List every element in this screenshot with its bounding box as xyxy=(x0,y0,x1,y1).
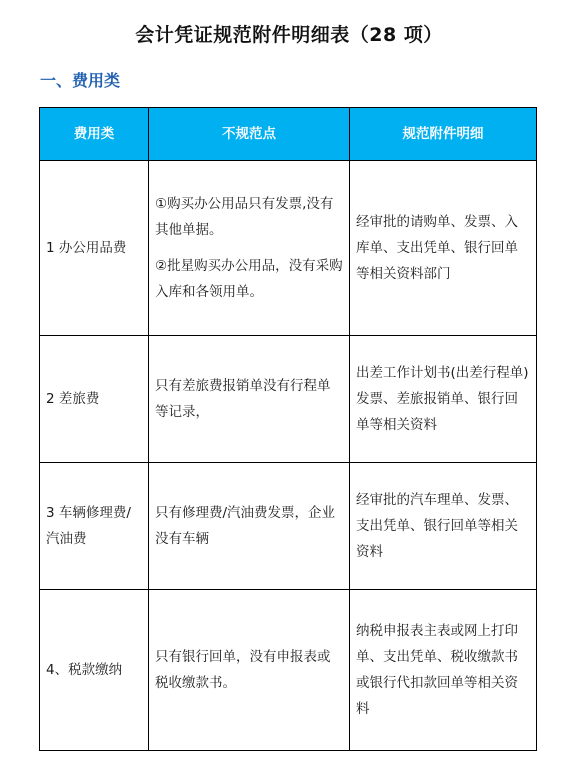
row-details: 经审批的汽车理单、发票、支出凭单、银行回单等相关资料 xyxy=(350,463,537,590)
row-category: 1 办公用品费 xyxy=(40,161,149,336)
row-category: 4、税款缴纳 xyxy=(40,590,149,751)
row-issues xyxy=(149,336,350,463)
attachment-detail-table xyxy=(39,107,537,751)
section-heading: 一、费用类 xyxy=(40,71,121,90)
header-category: 费用类 xyxy=(40,108,149,161)
table-row xyxy=(40,161,537,336)
table-row xyxy=(40,336,537,463)
issue-text: 只有银行回单，没有申报表或税收缴款书。 xyxy=(155,649,331,691)
header-issue: 不规范点 xyxy=(149,108,350,161)
table-row xyxy=(40,590,537,751)
row-details: 经审批的请购单、发票、入库单、支出凭单、银行回单等相关资料部门 xyxy=(350,161,537,336)
row-category: 2 差旅费 xyxy=(40,336,149,463)
row-issues xyxy=(149,463,350,590)
issue-text: ①购买办公用品只有发票,没有其他单据。 xyxy=(155,196,334,238)
row-category: 3 车辆修理费/汽油费 xyxy=(40,463,149,590)
row-issues xyxy=(149,590,350,751)
table-header-row xyxy=(40,108,537,161)
row-details: 纳税申报表主表或网上打印单、支出凭单、税收缴款书或银行代扣款回单等相关资料 xyxy=(350,590,537,751)
issue-text: 只有差旅费报销单没有行程单等记录， xyxy=(155,378,331,420)
header-detail: 规范附件明细 xyxy=(350,108,537,161)
table-row xyxy=(40,463,537,590)
row-issues xyxy=(149,161,350,336)
row-details: 出差工作计划书(出差行程单)发票、差旅报销单、银行回单等相关资料 xyxy=(350,336,537,463)
issue-text: ②批星购买办公用品，没有采购入库和各领用单。 xyxy=(155,258,343,300)
issue-text: 只有修理费/汽油费发票，企业没有车辆 xyxy=(155,505,336,547)
document-title: 会计凭证规范附件明细表（28 项） xyxy=(135,24,443,46)
